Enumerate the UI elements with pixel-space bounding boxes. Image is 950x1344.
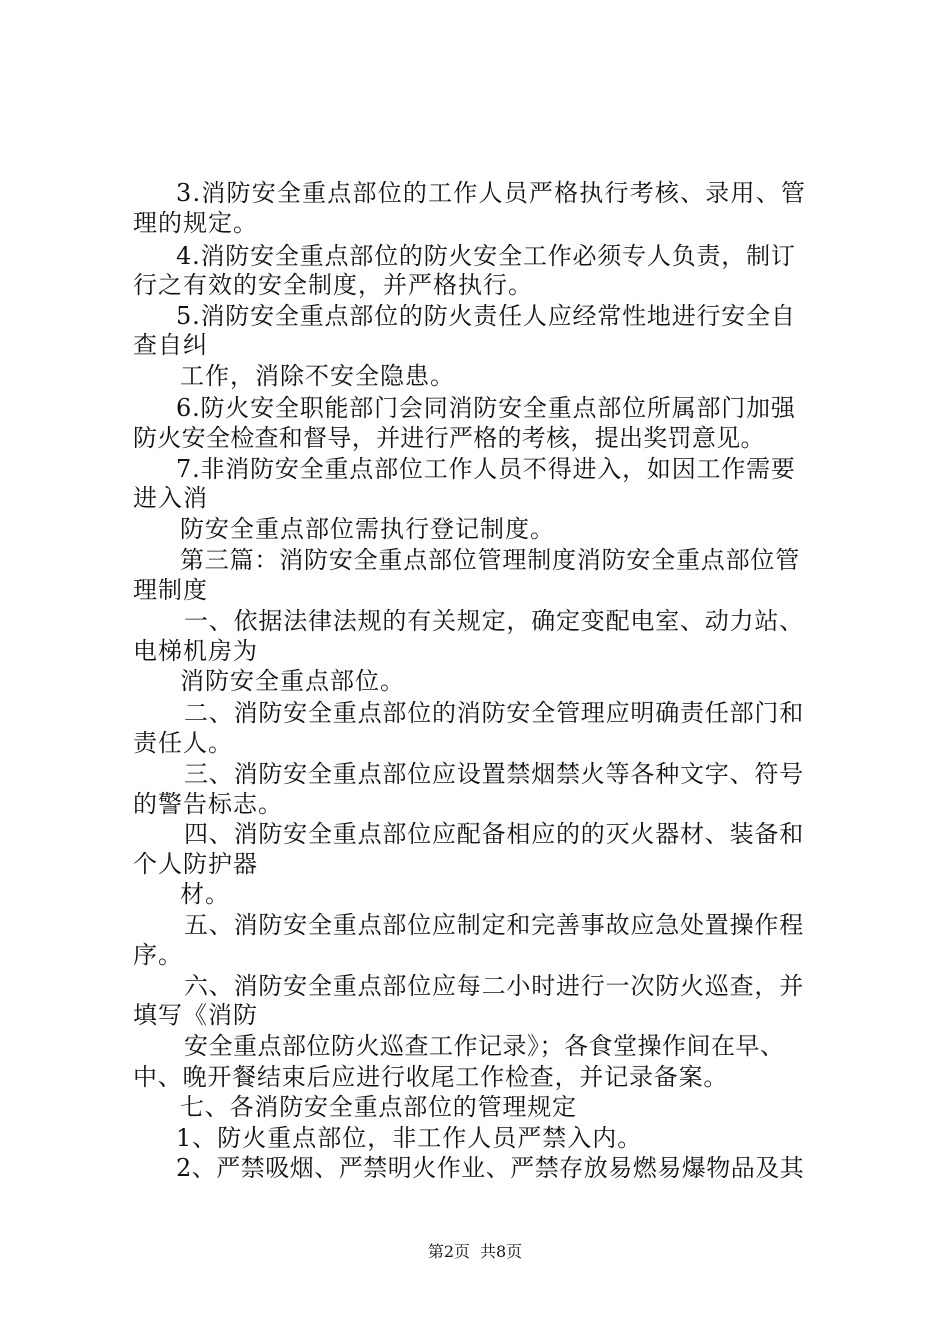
text-line: 7.非消防安全重点部位工作人员不得进入，如因工作需要 xyxy=(176,455,796,483)
text-line: 四、消防安全重点部位应配备相应的的灭火器材、装备和 xyxy=(184,820,804,848)
text-line: 5.消防安全重点部位的防火责任人应经常性地进行安全自 xyxy=(176,302,796,330)
text-line: 理制度 xyxy=(133,576,208,604)
text-line: 安全重点部位防火巡查工作记录》；各食堂操作间在早、 xyxy=(184,1032,785,1060)
text-line: 五、消防安全重点部位应制定和完善事故应急处置操作程 xyxy=(184,911,804,939)
text-line: 3.消防安全重点部位的工作人员严格执行考核、录用、管 xyxy=(176,179,807,207)
text-line: 6.防火安全职能部门会同消防安全重点部位所属部门加强 xyxy=(176,394,796,422)
text-line: 责任人。 xyxy=(133,729,233,757)
text-line: 电梯机房为 xyxy=(133,637,258,665)
text-line: 行之有效的安全制度，并严格执行。 xyxy=(133,271,533,299)
text-line: 个人防护器 xyxy=(133,850,258,878)
text-line: 第三篇：消防安全重点部位管理制度消防安全重点部位管 xyxy=(180,546,800,574)
text-line: 一、依据法律法规的有关规定，确定变配电室、动力站、 xyxy=(184,607,804,635)
text-line: 进入消 xyxy=(133,484,208,512)
text-line: 二、消防安全重点部位的消防安全管理应明确责任部门和 xyxy=(184,699,804,727)
text-line: 填写《消防 xyxy=(133,1001,258,1029)
text-line: 2、严禁吸烟、严禁明火作业、严禁存放易燃易爆物品及其 xyxy=(176,1154,805,1182)
text-line: 4.消防安全重点部位的防火安全工作必须专人负责，制订 xyxy=(176,242,796,270)
text-line: 防火安全检查和督导，并进行严格的考核，提出奖罚意见。 xyxy=(133,424,765,452)
page-total: 共8页 xyxy=(480,1242,523,1261)
text-line: 理的规定。 xyxy=(133,209,258,237)
text-line: 三、消防安全重点部位应设置禁烟禁火等各种文字、符号 xyxy=(184,760,804,788)
text-line: 查自纠 xyxy=(133,331,208,359)
text-line: 中、晚开餐结束后应进行收尾工作检查，并记录备案。 xyxy=(133,1063,729,1091)
text-line: 消防安全重点部位。 xyxy=(180,667,405,695)
text-line: 六、消防安全重点部位应每二小时进行一次防火巡查，并 xyxy=(184,972,804,1000)
text-line: 工作，消除不安全隐患。 xyxy=(180,362,455,390)
text-line: 序。 xyxy=(133,941,183,969)
text-line: 七、各消防安全重点部位的管理规定 xyxy=(180,1093,577,1121)
page-footer xyxy=(0,1242,950,1262)
page-number: 第2页 xyxy=(427,1242,470,1261)
text-line: 材。 xyxy=(180,880,230,908)
text-line: 的警告标志。 xyxy=(133,790,283,818)
text-line: 防安全重点部位需执行登记制度。 xyxy=(180,515,555,543)
text-line: 1、防火重点部位，非工作人员严禁入内。 xyxy=(176,1124,643,1152)
